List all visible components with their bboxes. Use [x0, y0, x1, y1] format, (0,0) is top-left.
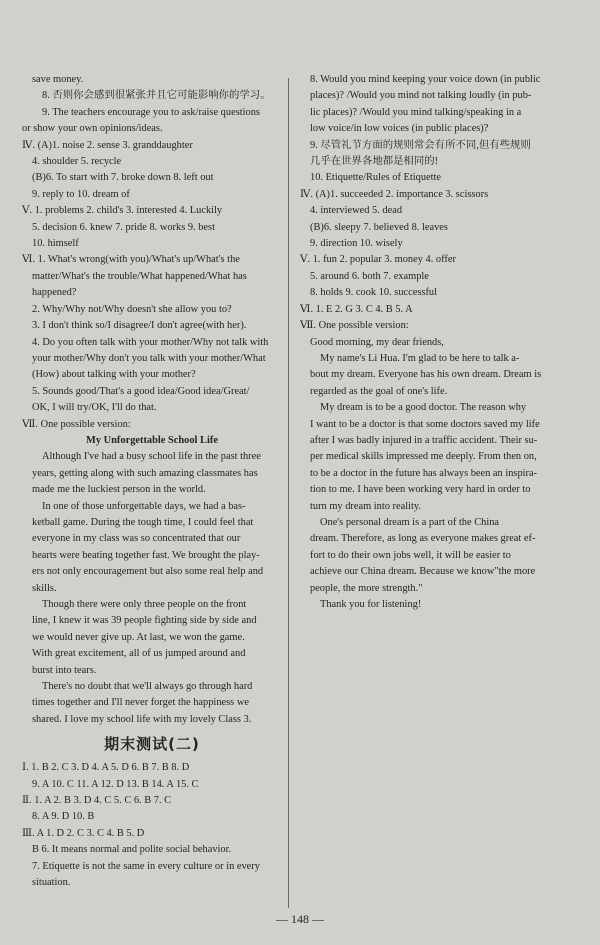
text-line: hearts were beating together fast. We brought the play- [32, 549, 260, 561]
text-line: (How) about talking with your mother? [32, 369, 196, 381]
text-line: (B)6. sleepy 7. believed 8. leaves [310, 221, 448, 233]
text-line: everyone in my class was so concentrated that our [32, 533, 241, 545]
text-line: Though there were only three people on the front [42, 599, 247, 610]
text-line: lic places)? /Would you mind talking/speaking in a [310, 106, 522, 118]
text-line: Ⅲ. A 1. D 2. C 3. C 4. B 5. D [22, 827, 145, 839]
text-line: 4. Do you often talk with your mother/Why not talk with [32, 336, 269, 348]
text-line: 4. shoulder 5. recycle [32, 156, 122, 168]
text-line: matter/What's the trouble/What happened/What has [32, 270, 247, 282]
left-column [22, 72, 282, 892]
text-line: Good morning, my dear friends, [310, 336, 444, 348]
text-line: 10. Etiquette/Rules of Etiquette [310, 172, 442, 184]
text-line: My name's Li Hua. I'm glad to be here to talk a- [320, 352, 520, 364]
text-line: 5. around 6. both 7. example [310, 270, 429, 282]
text-line: happened? [32, 287, 77, 299]
text-line: or show your own opinions/ideas. [22, 123, 163, 135]
text-line: dream. Therefore, as long as everyone makes great ef- [310, 533, 536, 545]
text-line: ers not only encouragement but also some real help and [32, 566, 264, 578]
text-line: 3. I don't think so/I disagree/I don't agree(with her). [32, 320, 247, 332]
text-line: B 6. It means normal and polite social behavior. [32, 844, 232, 856]
text-line: 9. direction 10. wisely [310, 238, 403, 250]
section-title: 期末测试(二) [104, 735, 200, 754]
text-line: skills. [32, 582, 57, 594]
text-line: Ⅱ. 1. A 2. B 3. D 4. C 5. C 6. B 7. C [22, 795, 172, 807]
text-line: My dream is to be a good doctor. The reason why [320, 402, 527, 414]
text-line: With great excitement, all of us jumped around and [32, 648, 246, 660]
text-line: 2. Why/Why not/Why doesn't she allow you to? [32, 303, 232, 315]
text-line: Ⅶ. One possible version: [22, 418, 131, 430]
left-answers [22, 72, 282, 728]
text-line: 10. himself [32, 238, 79, 250]
text-line: made me the luckiest person in the world. [32, 484, 206, 496]
text-line: Ⅶ. One possible version: [300, 320, 409, 332]
text-line: Ⅳ. (A)1. succeeded 2. importance 3. scissors [300, 188, 489, 200]
text-line: per medical skills impressed me deeply. From then on, [310, 451, 537, 463]
text-line: tion to me. I have been working very hard in order to [310, 484, 531, 496]
text-line: I want to be a doctor is that some doctors saved my life [310, 418, 540, 430]
text-line: In one of those unforgettable days, we had a bas- [42, 500, 246, 512]
text-line: Ⅵ. 1. E 2. G 3. C 4. B 5. A [300, 303, 413, 315]
text-line: people, the more strength." [310, 582, 423, 594]
right-column [300, 72, 562, 613]
text-line: your mother/Why don't you talk with your mother/What [32, 352, 266, 364]
text-line: 9. reply to 10. dream of [32, 188, 130, 200]
text-line: OK, I will try/OK, I'll do that. [32, 402, 157, 414]
text-line: ketball game. During the tough time, I could feel that [32, 516, 254, 528]
text-line: 8. 否则你会感到很紧张并且它可能影响你的学习。 [42, 90, 271, 102]
text-line: 8. Would you mind keeping your voice down (in public [310, 74, 541, 85]
text-line: 5. decision 6. knew 7. pride 8. works 9. best [32, 221, 215, 233]
page-number: — 148 — [276, 912, 324, 926]
text-line: to be a doctor in the future has always been an inspira- [310, 467, 538, 479]
text-line: My Unforgettable School Life [86, 434, 218, 446]
text-line: Ⅴ. 1. problems 2. child's 3. interested 4. Luckily [22, 205, 223, 217]
text-line: fort to do their own jobs well, it will be easier to [310, 549, 511, 561]
text-line: One's personal dream is a part of the China [320, 516, 500, 528]
text-line: 9. 尽管礼节方面的规则常会有所不同,但有些规则 [310, 139, 531, 151]
text-line: 9. The teachers encourage you to ask/raise questions [42, 106, 260, 118]
text-line: Ⅵ. 1. What's wrong(with you)/What's up/What's the [22, 254, 240, 266]
text-line: we would never give up. At last, we won the game. [32, 631, 245, 643]
text-line: years, getting along with such amazing classmates has [32, 467, 258, 479]
text-line: times together and I'll never forget the happiness we [32, 697, 249, 709]
text-line: 几乎在世界各地都是相同的! [310, 156, 439, 168]
text-line: burst into tears. [32, 664, 97, 676]
text-line: 9. A 10. C 11. A 12. D 13. B 14. A 15. C [32, 778, 199, 790]
text-line: 5. Sounds good/That's a good idea/Good idea/Great/ [32, 385, 250, 397]
text-line: places)? /Would you mind not talking loudly (in pub- [310, 90, 532, 102]
text-line: Thank you for listening! [320, 599, 422, 610]
text-line: Although I've had a busy school life in the past three [42, 451, 261, 463]
text-line: shared. I love my school life with my lovely Class 3. [32, 713, 252, 725]
text-line: Ⅰ. 1. B 2. C 3. D 4. A 5. D 6. B 7. B 8. D [22, 762, 190, 774]
text-line: regarded as the goal of one's life. [310, 385, 448, 397]
text-line: 8. holds 9. cook 10. successful [310, 287, 437, 299]
text-line: 4. interviewed 5. dead [310, 205, 403, 217]
text-line: line, I knew it was 39 people fighting side by side and [32, 615, 257, 627]
text-line: Ⅳ. (A)1. noise 2. sense 3. granddaughter [22, 139, 193, 151]
text-line: 7. Etiquette is not the same in every culture or in every [32, 860, 260, 872]
text-line: There's no doubt that we'll always go through hard [42, 681, 253, 693]
text-line: (B)6. To start with 7. broke down 8. left out [32, 172, 214, 184]
text-line: turn my dream into reality. [310, 500, 421, 512]
left-answers-test-2 [22, 760, 282, 891]
text-line: achieve our China dream. Because we know"the more [310, 566, 536, 578]
text-line: after I was badly injured in a traffic accident. Their su- [310, 434, 538, 446]
text-line: save money. [32, 74, 84, 85]
text-line: low voice/in low voices (in public places)? [310, 123, 489, 135]
text-line: 8. A 9. D 10. B [32, 811, 95, 823]
text-line: bout my dream. Everyone has his own dream. Dream is [310, 369, 542, 381]
text-line: situation. [32, 877, 71, 889]
column-divider [288, 78, 289, 908]
text-line: Ⅴ. 1. fun 2. popular 3. money 4. offer [300, 254, 456, 266]
